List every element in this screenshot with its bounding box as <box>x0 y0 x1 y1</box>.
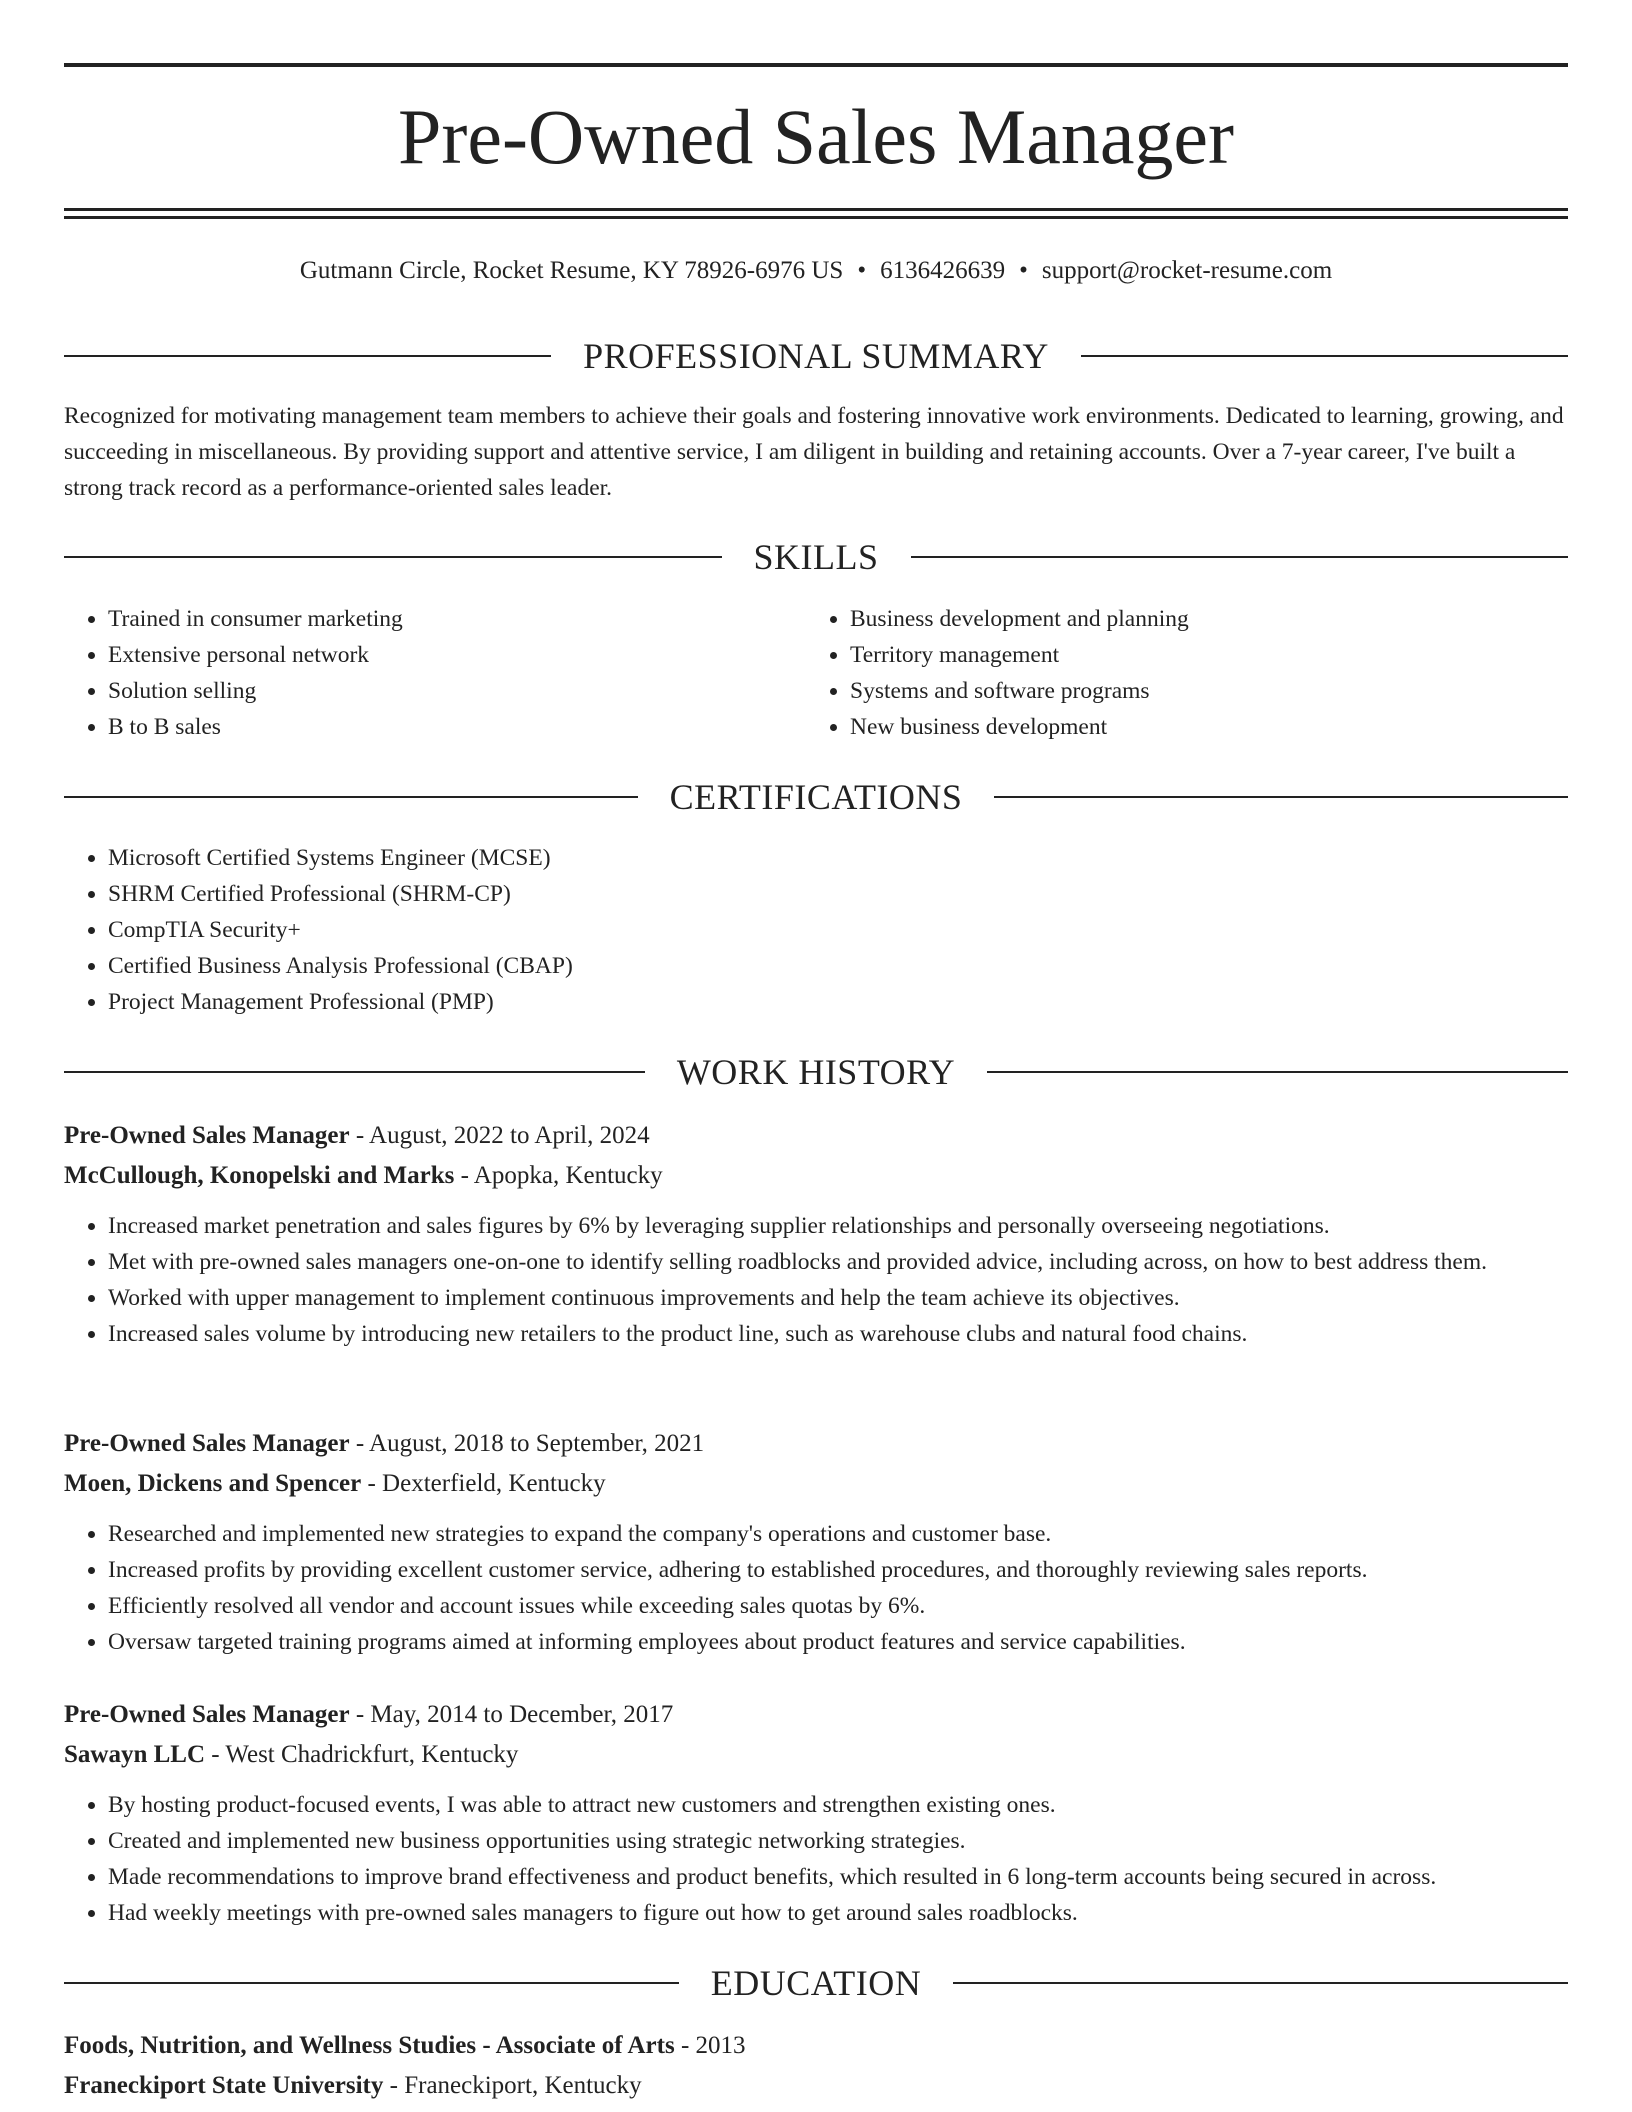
list-item: • Increased market penetration and sales figures by 6% by leveraging supplier relationships and personally overseeing negotiations. <box>108 1208 1568 1244</box>
page-title: Pre-Owned Sales Manager <box>397 93 1235 180</box>
school-line <box>64 2066 1568 2106</box>
contact-phone: 6136426639 <box>880 257 1006 284</box>
job-company: Moen, Dickens and Spencer <box>64 1470 362 1497</box>
heading-rule <box>64 1982 679 1984</box>
list-item: • Worked with upper management to implement continuous improvements and help the team achieve its objectives. <box>108 1280 1568 1316</box>
degree-line <box>64 2026 1568 2066</box>
top-rule <box>64 63 1568 67</box>
heading-rule <box>987 1071 1568 1073</box>
heading-rule <box>64 796 638 798</box>
list-item: • Oversaw targeted training programs aimed at informing employees about product features and service capabilities. <box>108 1624 1568 1660</box>
job-entry <box>64 1695 1568 1931</box>
list-item: • SHRM Certified Professional (SHRM-CP) <box>108 876 1568 912</box>
job-dates: - August, 2022 to April, 2024 <box>349 1122 650 1149</box>
school-location: - Franeckiport, Kentucky <box>383 2072 642 2099</box>
list-item: • Efficiently resolved all vendor and account issues while exceeding sales quotas by 6%. <box>108 1588 1568 1624</box>
contact-address: Gutmann Circle, Rocket Resume, KY 78926-6976 US <box>299 257 844 284</box>
summary-text: Recognized for motivating management team members to achieve their goals and fostering innovative work environments. Dedicated to learning, growing, and succeeding in miscellaneous. By providing support and attentive service, I am diligent in building and retaining accounts. Over a 7-year career, I've built a strong track record as a performance-oriented sales leader. <box>64 403 1564 501</box>
skills-column-right <box>806 601 1548 745</box>
certifications-list <box>64 840 1568 1020</box>
list-item: • New business development <box>850 709 1548 745</box>
heading-rule <box>953 1982 1568 1984</box>
job-company-line <box>64 1156 1568 1196</box>
list-item: • Business development and planning <box>850 601 1548 637</box>
heading-rule <box>1081 355 1568 357</box>
heading-rule <box>994 796 1568 798</box>
heading-rule <box>64 355 551 357</box>
section-heading-summary <box>64 334 1568 378</box>
list-item: • Created and implemented new business opportunities using strategic networking strategies. <box>108 1823 1568 1859</box>
job-title: Pre-Owned Sales Manager <box>64 1122 350 1149</box>
contact-separator: • <box>857 257 867 284</box>
education-entry <box>64 2026 1568 2106</box>
list-item: • By hosting product-focused events, I was able to attract new customers and strengthen existing ones. <box>108 1787 1568 1823</box>
list-item: • Met with pre-owned sales managers one-on-one to identify selling roadblocks and provided advice, including across, on how to best address them. <box>108 1244 1568 1280</box>
job-company: Sawayn LLC <box>64 1741 206 1768</box>
job-bullets <box>64 1208 1568 1352</box>
list-item: • Solution selling <box>108 673 806 709</box>
list-item: • Increased sales volume by introducing new retailers to the product line, such as warehouse clubs and natural food chains. <box>108 1316 1568 1352</box>
degree-year: - 2013 <box>674 2032 746 2059</box>
list-item: • Territory management <box>850 637 1548 673</box>
section-title: WORK HISTORY <box>676 1052 956 1092</box>
skills-right-list <box>806 601 1548 745</box>
skills-left-list <box>64 601 806 745</box>
skills-list <box>64 601 1568 745</box>
section-title: PROFESSIONAL SUMMARY <box>583 336 1049 376</box>
job-dates: - August, 2018 to September, 2021 <box>349 1430 705 1457</box>
heading-rule <box>64 1071 645 1073</box>
list-item: • Microsoft Certified Systems Engineer (MCSE) <box>108 840 1568 876</box>
contact-email: support@rocket-resume.com <box>1041 257 1333 284</box>
section-heading-certifications <box>64 775 1568 819</box>
job-title-line <box>64 1424 1568 1464</box>
heading-rule <box>64 556 722 558</box>
list-item: • Project Management Professional (PMP) <box>108 984 1568 1020</box>
school: Franeckiport State University <box>64 2072 384 2099</box>
title-double-rule <box>64 208 1568 219</box>
degree: Foods, Nutrition, and Wellness Studies - Associate of Arts <box>64 2032 675 2059</box>
job-entry <box>64 1116 1568 1352</box>
job-title: Pre-Owned Sales Manager <box>64 1430 350 1457</box>
job-bullets <box>64 1787 1568 1931</box>
section-title: CERTIFICATIONS <box>669 777 963 817</box>
certifications-items <box>64 840 1568 1020</box>
job-location: - West Chadrickfurt, Kentucky <box>205 1741 519 1768</box>
section-title: EDUCATION <box>710 1963 922 2003</box>
heading-rule <box>911 556 1569 558</box>
section-heading-work-history <box>64 1050 1568 1094</box>
list-item: • Trained in consumer marketing <box>108 601 806 637</box>
skills-column-left <box>64 601 806 745</box>
list-item: • Increased profits by providing excellent customer service, adhering to established procedures, and thoroughly reviewing sales reports. <box>108 1552 1568 1588</box>
section-heading-education <box>64 1961 1568 2005</box>
job-company: McCullough, Konopelski and Marks <box>64 1162 455 1189</box>
list-item: • Systems and software programs <box>850 673 1548 709</box>
job-location: - Apopka, Kentucky <box>454 1162 663 1189</box>
job-company-line <box>64 1464 1568 1504</box>
list-item: • Made recommendations to improve brand effectiveness and product benefits, which resulted in 6 long-term accounts being secured in across. <box>108 1859 1568 1895</box>
contact-line <box>64 254 1568 288</box>
job-title: Pre-Owned Sales Manager <box>64 1701 350 1728</box>
job-location: - Dexterfield, Kentucky <box>361 1470 606 1497</box>
list-item: • Had weekly meetings with pre-owned sales managers to figure out how to get around sales roadblocks. <box>108 1895 1568 1931</box>
list-item: • CompTIA Security+ <box>108 912 1568 948</box>
list-item: • B to B sales <box>108 709 806 745</box>
list-item: • Extensive personal network <box>108 637 806 673</box>
job-company-line <box>64 1735 1568 1775</box>
job-entry <box>64 1424 1568 1660</box>
job-dates: - May, 2014 to December, 2017 <box>349 1701 674 1728</box>
list-item: • Researched and implemented new strategies to expand the company's operations and customer base. <box>108 1516 1568 1552</box>
section-title: SKILLS <box>753 537 879 577</box>
section-heading-skills <box>64 535 1568 579</box>
job-title-line <box>64 1116 1568 1156</box>
contact-separator: • <box>1019 257 1028 284</box>
job-bullets <box>64 1516 1568 1660</box>
list-item: • Certified Business Analysis Professional (CBAP) <box>108 948 1568 984</box>
job-title-line <box>64 1695 1568 1735</box>
